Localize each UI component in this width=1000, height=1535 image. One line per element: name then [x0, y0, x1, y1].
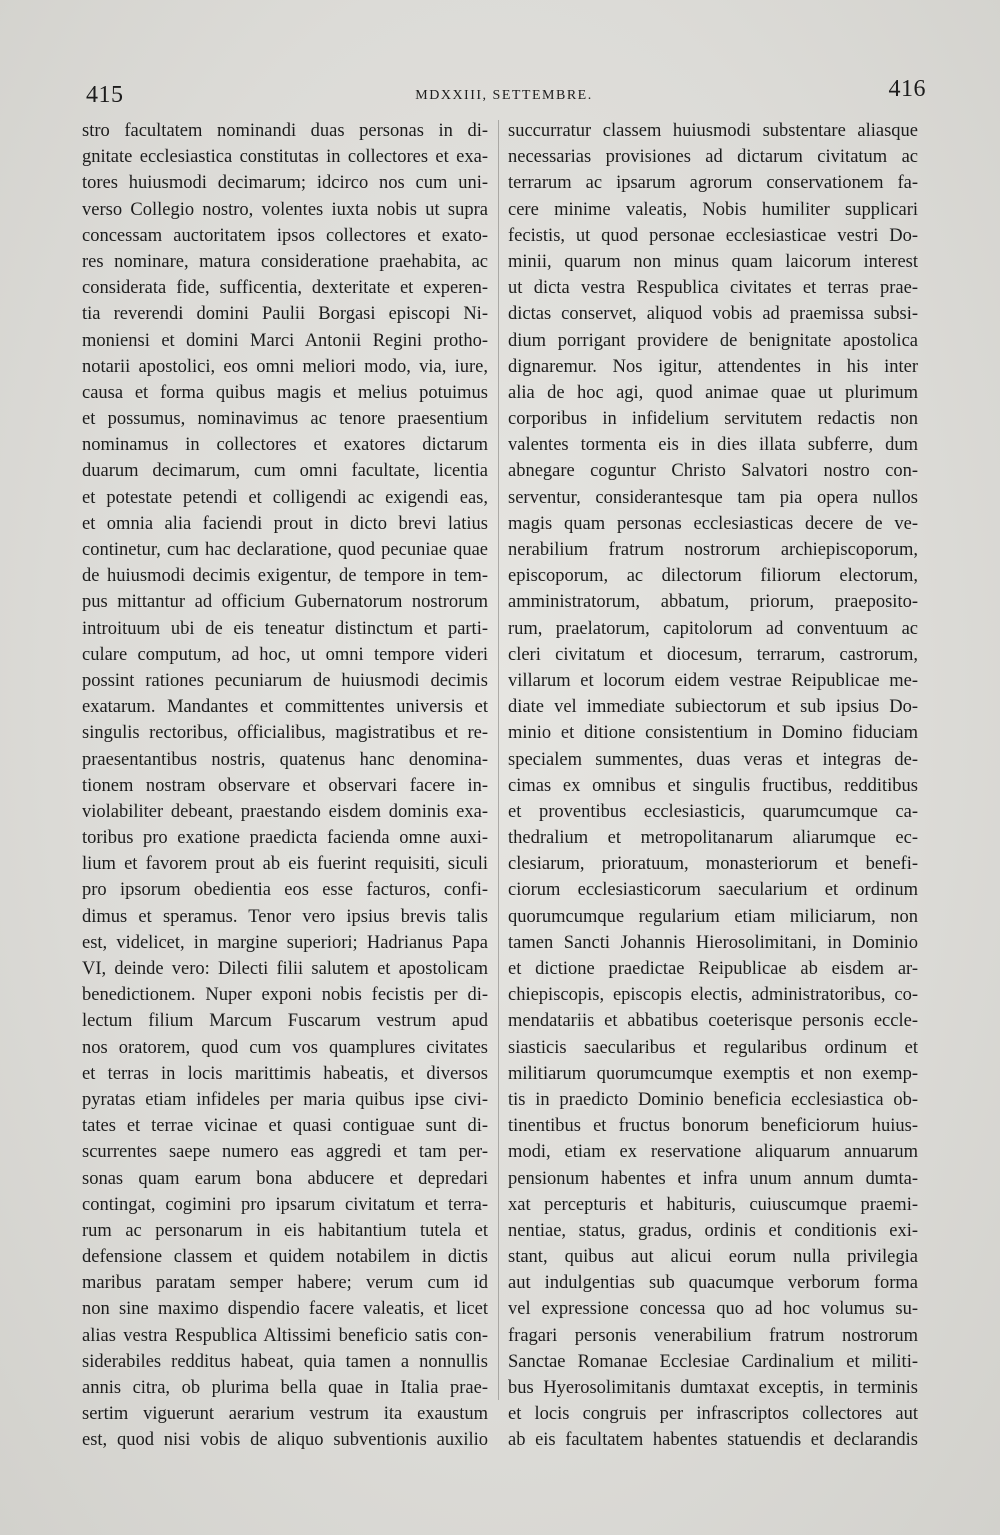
- text-line: annis citra, ob plurima bella quae in Italia prae-: [82, 1378, 488, 1398]
- text-line: siasticis saecularibus et regularibus ordinum et: [508, 1037, 918, 1058]
- text-line: dimus et speramus. Tenor vero ipsius brevis talis: [82, 906, 488, 927]
- text-line: minio et ditione consistentium in Domino fiduciam: [508, 723, 918, 744]
- text-line: pyratas etiam infideles per maria quibus ipse civi-: [82, 1089, 488, 1110]
- text-line: tamen Sancti Johannis Hierosolimitani, in Dominio: [508, 932, 918, 953]
- text-line: nos oratorem, quod cum vos quamplures civitates: [82, 1037, 488, 1058]
- text-line: episcoporum, ac dilectorum filiorum electorum,: [508, 566, 918, 587]
- text-line: maribus paratam semper habere; verum cum id: [82, 1273, 488, 1294]
- text-line: alias vestra Respublica Altissimi beneficio satis con-: [82, 1325, 488, 1346]
- text-line: Sanctae Romanae Ecclesiae Cardinalium et militi-: [508, 1351, 918, 1372]
- text-line: nominamus in collectores et exatores dictarum: [82, 435, 488, 456]
- text-line: fecistis, ut quod personae ecclesiasticae vestri Do-: [508, 225, 918, 246]
- text-line: amministratorum, abbatum, priorum, praeposito-: [508, 592, 918, 613]
- text-line: verso Collegio nostro, volentes iuxta nobis ut supra: [82, 199, 488, 220]
- text-line: duarum decimarum, cum omni facultate, licentia: [82, 461, 488, 482]
- text-line: scurrentes saepe numero eas aggredi et tam per-: [82, 1142, 488, 1163]
- text-line: quorumcumque regularium etiam miliciarum, non: [508, 906, 918, 927]
- running-head: MDXXIII, SETTEMBRE.: [415, 88, 593, 103]
- text-line: est, quod nisi vobis de aliquo subventionis auxilio: [82, 1430, 488, 1451]
- text-line: bus Hyerosolimitanis dumtaxat exceptis, in terminis: [508, 1378, 918, 1398]
- text-line: et dictione praedictae Reipublicae ab eisdem ar-: [508, 959, 918, 979]
- text-line: violabiliter debeant, praestando eisdem dominis exa-: [82, 801, 488, 822]
- text-line: ab eis facultatem habentes statuendis et declarandis: [508, 1430, 918, 1451]
- text-line: dictas conservet, aliquod vobis ad praemissa subsi-: [508, 304, 918, 325]
- text-line: lectum filium Marcum Fuscarum vestrum apud: [82, 1011, 488, 1032]
- text-line: tis in praedicto Dominio beneficia ecclesiastica ob-: [508, 1089, 918, 1110]
- text-line: moniensi et domini Marci Antonii Regini protho-: [82, 330, 488, 351]
- text-line: specialem summentes, duas veras et integras de-: [508, 749, 918, 770]
- text-line: alia de hoc agi, quod animae quae ut plurimum: [508, 382, 918, 403]
- page-number-left: 415: [86, 82, 124, 108]
- text-line: terrarum ac ipsarum agrorum conservationem fa-: [508, 173, 918, 194]
- right-text-column: [508, 118, 918, 1454]
- text-line: et possumus, nominavimus ac tenore praesentium: [82, 409, 488, 430]
- text-line: fragari personis venerabilium fratrum nostrorum: [508, 1325, 918, 1346]
- text-line: aut indulgentias sub quacumque verborum forma: [508, 1273, 918, 1294]
- text-line: modi, etiam ex reservatione aliquarum annuarum: [508, 1142, 918, 1163]
- text-line: benedictionem. Nuper exponi nobis fecistis per di-: [82, 985, 488, 1006]
- page-number-right: 416: [888, 76, 926, 102]
- text-line: succurratur classem huiusmodi substentare aliasque: [508, 121, 918, 141]
- text-line: corporibus in infidelium servitutem redactis non: [508, 409, 918, 430]
- text-line: culare computum, ad hoc, ut omni tempore videri: [82, 644, 488, 665]
- text-line: et proventibus ecclesiasticis, quarumcumque ca-: [508, 801, 918, 822]
- text-line: VI, deinde vero: Dilecti filii salutem et apostolicam: [82, 959, 488, 979]
- text-line: tinentibus et fructus bonorum beneficiorum huius-: [508, 1116, 918, 1137]
- text-line: tia reverendi domini Paulii Borgasi episcopi Ni-: [82, 304, 488, 325]
- text-line: magis quam personas ecclesiasticas decere de ve-: [508, 513, 918, 534]
- text-line: diate vel immediate subiectorum et sub ipsius Do-: [508, 697, 918, 718]
- text-line: toribus pro exatione praedicta facienda omne auxi-: [82, 828, 488, 849]
- text-line: serventur, considerantesque tam pia opera nullos: [508, 487, 918, 508]
- text-line: abnegare coguntur Christo Salvatori nostro con-: [508, 461, 918, 482]
- text-line: notarii apostolici, eos omni meliori modo, via, iure,: [82, 356, 488, 377]
- text-line: pensionum habentes et infra unum annum dumta-: [508, 1168, 918, 1189]
- text-line: pro ipsorum obedientia eos esse facturos, confi-: [82, 880, 488, 901]
- text-line: tates et terrae vicinae et quasi contiguae sunt di-: [82, 1116, 488, 1137]
- text-line: introituum ubi de eis teneatur distinctum et parti-: [82, 618, 488, 639]
- text-line: contingat, cogimini pro ipsarum civitatum et terra-: [82, 1194, 488, 1215]
- text-line: et potestate petendi et colligendi ac exigendi eas,: [82, 487, 488, 508]
- text-line: continetur, cum hac declaratione, quod pecuniae quae: [82, 540, 488, 560]
- text-line: tionem nostram observare et observari facere in-: [82, 775, 488, 796]
- text-line: praesentantibus nostris, quatenus hanc denomina-: [82, 749, 488, 770]
- text-line: causa et forma quibus magis et melius potuimus: [82, 382, 488, 403]
- text-line: thedralium et metropolitanarum aliarumque ec-: [508, 828, 918, 849]
- text-line: militiarum quorumcumque exemptis et non exemp-: [508, 1063, 918, 1084]
- column-divider: [498, 120, 499, 1400]
- text-line: considerata fide, sufficentia, dexteritate et experen-: [82, 278, 488, 299]
- text-line: et omnia alia faciendi prout in dicto brevi latius: [82, 513, 488, 534]
- text-line: et terras in locis marittimis habeatis, et diversos: [82, 1063, 488, 1084]
- text-line: xat percepturis et habituris, cuiuscumque praemi-: [508, 1194, 918, 1215]
- text-line: nerabilium fratrum nostrorum archiepiscoporum,: [508, 540, 918, 560]
- text-line: non sine maximo dispendio facere valeatis, et licet: [82, 1299, 488, 1320]
- left-text-column: [82, 118, 488, 1454]
- text-line: singulis rectoribus, officialibus, magistratibus et re-: [82, 723, 488, 744]
- text-line: est, videlicet, in margine superiori; Hadrianus Papa: [82, 932, 488, 953]
- text-line: tores huiusmodi decimarum; idcirco nos cum uni-: [82, 173, 488, 194]
- text-line: ciorum ecclesiasticorum saecularium et ordinum: [508, 880, 918, 901]
- text-line: gnitate ecclesiastica constitutas in collectores et exa-: [82, 147, 488, 168]
- text-line: dignaremur. Nos igitur, attendentes in his inter: [508, 356, 918, 377]
- text-line: clesiarum, prioratuum, monasteriorum et benefi-: [508, 854, 918, 875]
- text-line: cimas ex omnibus et singulis fructibus, redditibus: [508, 775, 918, 796]
- text-line: sonas quam earum bona abducere et depredari: [82, 1168, 488, 1189]
- text-line: ut dicta vestra Respublica civitates et terras prae-: [508, 278, 918, 299]
- text-line: pus mittantur ad officium Gubernatorum nostrorum: [82, 592, 488, 613]
- text-line: valentes tormenta eis in dies illata subferre, dum: [508, 435, 918, 456]
- text-line: et locis congruis per infrascriptos collectores aut: [508, 1404, 918, 1425]
- text-line: chiepiscopis, episcopis electis, administratoribus, co-: [508, 985, 918, 1006]
- text-line: de huiusmodi decimis exigentur, de tempore in tem-: [82, 566, 488, 587]
- text-line: minii, quarum non minus quam laicorum interest: [508, 251, 918, 272]
- text-line: stant, quibus aut alicui eorum nulla privilegia: [508, 1247, 918, 1268]
- page-header: [84, 76, 926, 112]
- text-line: cere minime valeatis, Nobis humiliter supplicari: [508, 199, 918, 220]
- text-line: sertim viguerunt aerarium vestrum ita exaustum: [82, 1404, 488, 1425]
- text-line: concessam auctoritatem ipsos collectores et exato-: [82, 225, 488, 246]
- text-line: exatarum. Mandantes et committentes universis et: [82, 697, 488, 718]
- text-line: nentiae, status, gradus, ordinis et conditionis exi-: [508, 1220, 918, 1241]
- text-line: necessarias provisiones ad dictarum civitatum ac: [508, 147, 918, 168]
- text-line: possint rationes pecuniarum de huiusmodi decimis: [82, 670, 488, 691]
- text-line: stro facultatem nominandi duas personas in di-: [82, 121, 488, 141]
- text-line: vel expressione concessa quo ad hoc volumus su-: [508, 1299, 918, 1320]
- text-line: lium et favorem prout ab eis fuerint requisiti, siculi: [82, 854, 488, 875]
- text-line: siderabiles redditus habeat, quia tamen a nonnullis: [82, 1351, 488, 1372]
- text-line: mendatariis et abbatibus coeterisque personis eccle-: [508, 1011, 918, 1032]
- text-line: cleri civitatum et diocesum, terrarum, castrorum,: [508, 644, 918, 665]
- text-line: rum ac personarum in eis habitantium tutela et: [82, 1220, 488, 1241]
- text-line: res nominare, matura consideratione praehabita, ac: [82, 251, 488, 272]
- text-line: defensione classem et quidem notabilem in dictis: [82, 1247, 488, 1268]
- text-line: dium porrigant providere de benignitate apostolica: [508, 330, 918, 351]
- text-line: villarum et locorum eidem vestrae Reipublicae me-: [508, 670, 918, 691]
- text-line: rum, praelatorum, capitolorum ad conventuum ac: [508, 618, 918, 639]
